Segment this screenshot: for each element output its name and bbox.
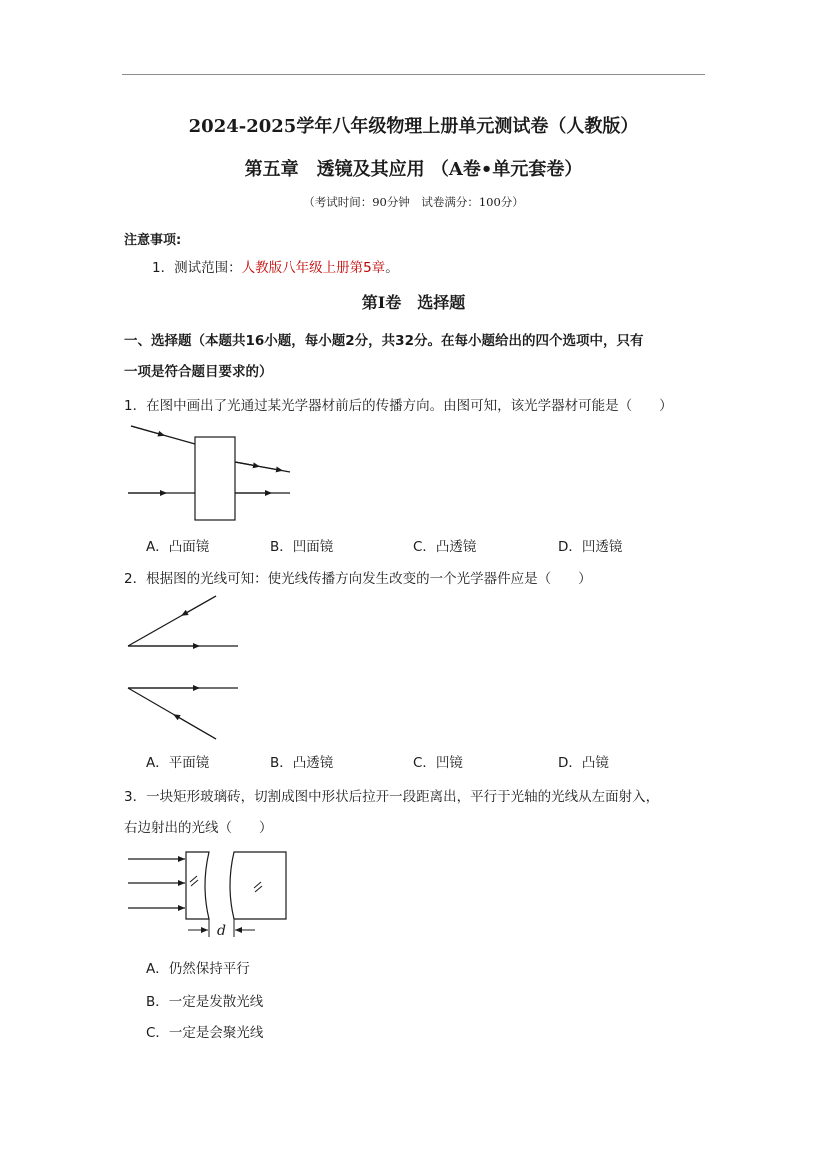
glass-piece-left xyxy=(186,852,209,919)
question-2-option-b[interactable]: B．凸透镜 xyxy=(270,755,334,771)
section-title: 第Ⅰ卷 选择题 xyxy=(361,293,466,312)
exam-info: （考试时间：90分钟 试卷满分：100分） xyxy=(303,195,524,209)
question-2-option-a[interactable]: A．平面镜 xyxy=(146,755,210,771)
section-instruction-line1: 一、选择题（本题共16小题，每小题2分，共32分。在每小题给出的四个选项中，只有 xyxy=(124,333,644,349)
optical-device-box xyxy=(195,437,235,520)
question-3-option-a[interactable]: A．仍然保持平行 xyxy=(146,961,250,977)
ray-upper-incident-arrow xyxy=(182,596,216,615)
header-rule xyxy=(122,74,705,75)
test-scope: 人教版八年级上册第5章 xyxy=(241,260,386,276)
glass-piece-right xyxy=(230,852,286,919)
notes-item-1-prefix: 1．测试范围： xyxy=(152,260,242,276)
question-1-stem: 1．在图中画出了光通过某光学器材前后的传播方向。由图可知，该光学器材可能是（ ） xyxy=(124,398,673,414)
question-3-option-b[interactable]: B．一定是发散光线 xyxy=(146,994,264,1010)
question-1-figure xyxy=(124,420,294,525)
gap-label-d: d xyxy=(217,923,226,939)
question-3-stem-line1: 3．一块矩形玻璃砖，切割成图中形状后拉开一段距离出，平行于光轴的光线从左面射入， xyxy=(124,789,660,805)
question-1-option-d[interactable]: D．凹透镜 xyxy=(558,539,623,555)
question-2-figure xyxy=(124,590,244,745)
question-1-option-a[interactable]: A．凸面镜 xyxy=(146,539,210,555)
notes-heading: 注意事项: xyxy=(124,233,182,248)
ray-lower-slanted-arrow xyxy=(174,715,216,739)
emergent-ray-top-arrow-2 xyxy=(235,462,282,471)
chapter-title: 第五章 透镜及其应用 （A卷•单元套卷） xyxy=(244,159,583,180)
question-1-option-c[interactable]: C．凸透镜 xyxy=(413,539,477,555)
question-3-figure xyxy=(124,845,294,945)
question-2-stem: 2．根据图的光线可知：使光线传播方向发生改变的一个光学器件应是（ ） xyxy=(124,571,592,587)
incident-ray-top-arrow xyxy=(131,426,164,435)
question-3-option-c[interactable]: C．一定是会聚光线 xyxy=(146,1025,264,1041)
question-3-stem-line2: 右边射出的光线（ ） xyxy=(124,820,273,836)
question-2-option-d[interactable]: D．凸镜 xyxy=(558,755,609,771)
notes-item-1-suffix: 。 xyxy=(385,260,399,276)
exam-title: 2024-2025学年八年级物理上册单元测试卷（人教版） xyxy=(188,116,639,137)
question-1-option-b[interactable]: B．凹面镜 xyxy=(270,539,334,555)
section-instruction-line2: 一项是符合题目要求的） xyxy=(124,364,273,380)
notes-item-1 xyxy=(152,256,399,276)
question-2-option-c[interactable]: C．凹镜 xyxy=(413,755,463,771)
